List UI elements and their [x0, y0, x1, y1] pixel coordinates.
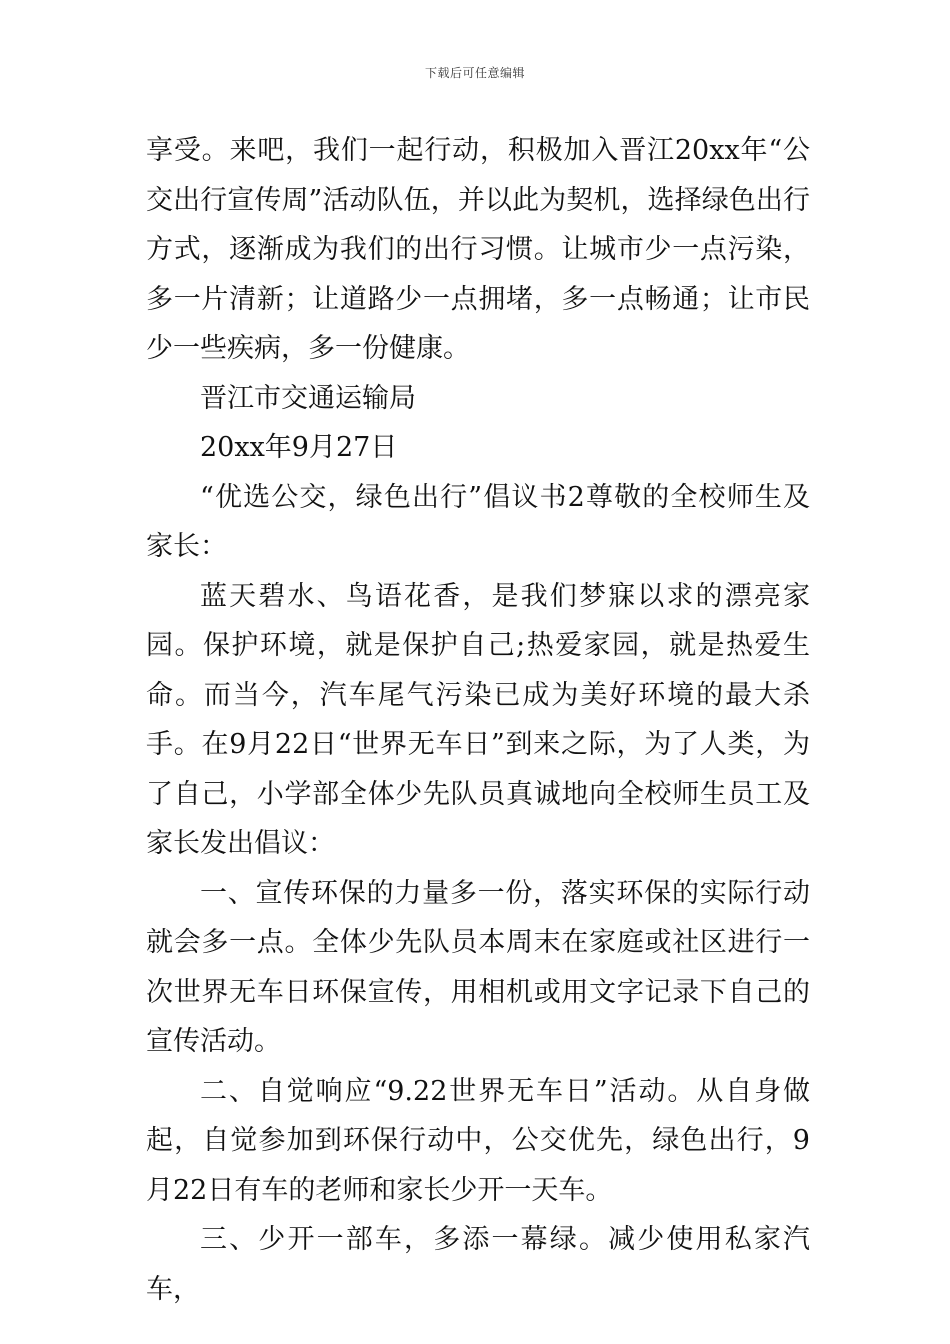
signature-organization: 晋江市交通运输局	[200, 382, 416, 414]
paragraph-intro: 蓝天碧水、鸟语花香，是我们梦寐以求的漂亮家园。保护环境，就是保护自己;热爱家园，就是热爱生命。而当今，汽车尾气污染已成为美好环境的最大杀手。在9月22日“世界无车日”到来之际，为了人类，为了自己，小学部全体少先队员真诚地向全校师生员工及家长发出倡议：	[146, 580, 810, 859]
page-header: 下载后可任意编辑	[424, 66, 525, 80]
paragraph-item-3: 三、少开一部车，多添一幕绿。减少使用私家汽车，	[146, 1224, 810, 1305]
document-body	[146, 126, 810, 1314]
proposal-heading: “优选公交，绿色出行”倡议书2尊敬的全校师生及家长：	[146, 481, 810, 562]
paragraph-item-2: 二、自觉响应“9.22世界无车日”活动。从自身做起，自觉参加到环保行动中，公交优先，绿色出行，9月22日有车的老师和家长少开一天车。	[146, 1075, 810, 1206]
signature-date: 20xx年9月27日	[200, 432, 398, 463]
paragraph-item-1: 一、宣传环保的力量多一份，落实环保的实际行动就会多一点。全体少先队员本周末在家庭或社区进行一次世界无车日环保宣传，用相机或用文字记录下自己的宣传活动。	[146, 877, 810, 1057]
paragraph-continuation: 享受。来吧，我们一起行动，积极加入晋江20xx年“公交出行宣传周”活动队伍，并以此为契机，选择绿色出行方式，逐渐成为我们的出行习惯。让城市少一点污染，多一片清新；让道路少一点拥堵，多一点畅通；让市民少一些疾病，多一份健康。	[146, 135, 810, 364]
